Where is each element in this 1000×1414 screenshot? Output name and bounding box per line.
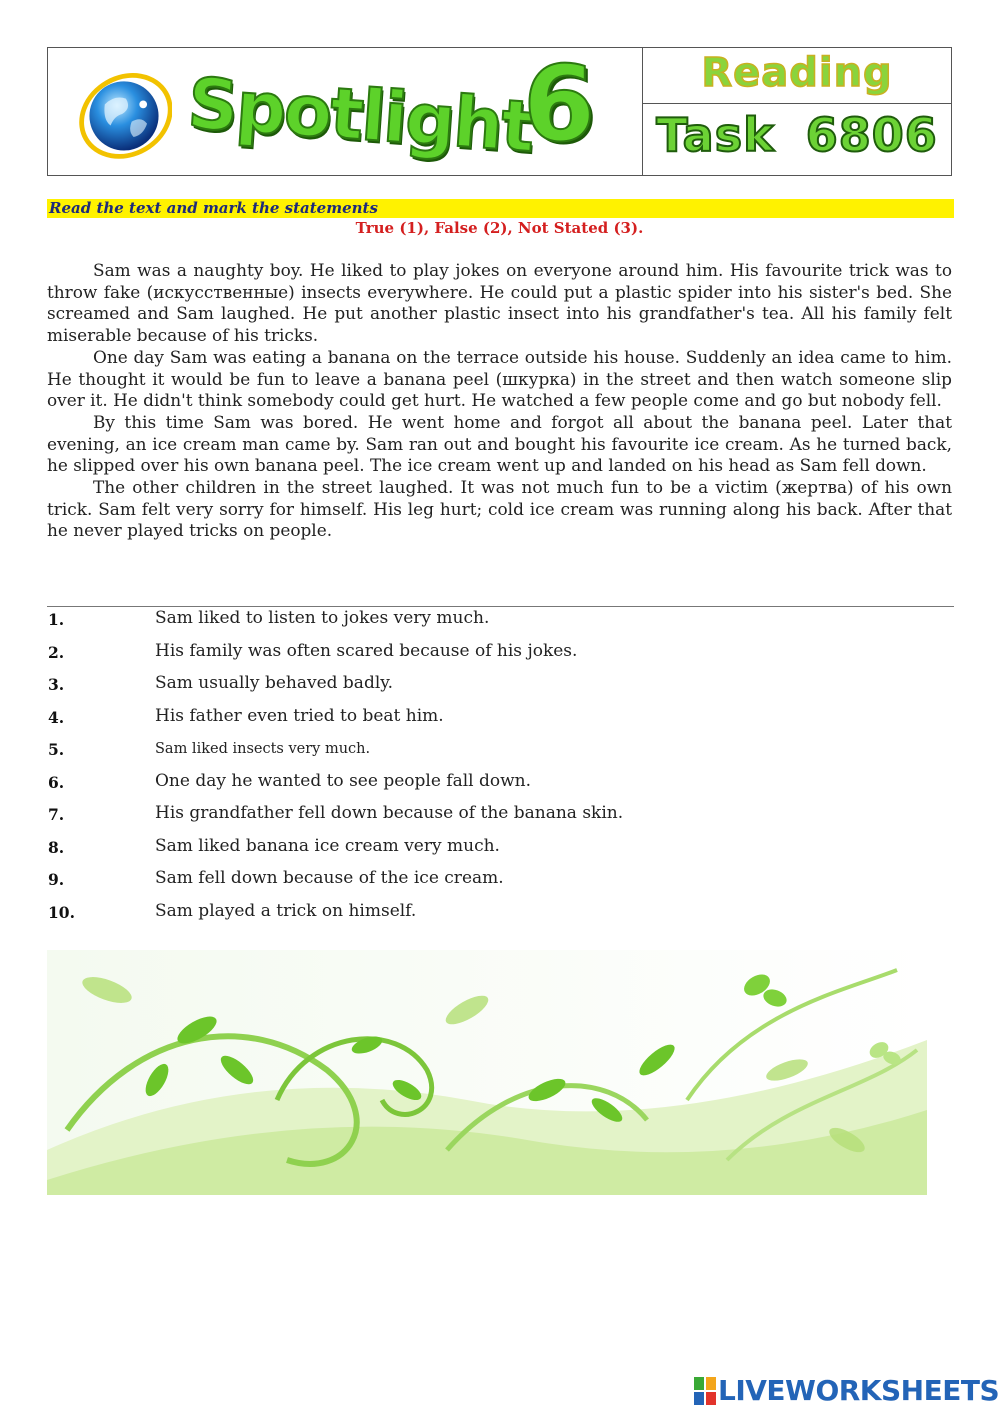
globe-icon (76, 66, 172, 162)
liveworksheets-icon (694, 1377, 716, 1405)
statement-text: One day he wanted to see people fall down. (155, 770, 532, 791)
statement-row (47, 899, 952, 932)
statement-text: Sam played a trick on himself. (155, 900, 417, 921)
statement-row (47, 671, 952, 704)
statement-number: 6. (48, 772, 65, 792)
statement-text: Sam usually behaved badly. (155, 673, 394, 693)
statement-number: 5. (48, 740, 65, 759)
section-title: Reading (701, 50, 893, 96)
statement-number: 10. (48, 902, 75, 922)
worksheet-header (47, 43, 952, 176)
task-cell (643, 104, 951, 175)
liveworksheets-logo (694, 1374, 1000, 1408)
statement-row (47, 606, 952, 639)
statement-text: His father even tried to beat him. (155, 705, 444, 726)
statement-text: Sam liked to listen to jokes very much. (155, 608, 490, 628)
paragraph: The other children in the street laughed. It was not much fun to be a victim (жертва) of his own trick. Sam felt very sorry for himself. His leg hurt; cold ice cream was running along his back. After that he never played tricks on people. (47, 477, 952, 541)
brand-name: LIVEWORKSHEETS (718, 1374, 1000, 1407)
reading-passage (47, 260, 952, 542)
task-number: Task 6806 (656, 108, 938, 162)
statement-number: 4. (48, 707, 65, 727)
statement-text: Sam fell down because of the ice cream. (155, 868, 504, 888)
paragraph: One day Sam was eating a banana on the terrace outside his house. Suddenly an idea came to him. He thought it would be fun to leave a banana peel (шкурка) in the street and then watch someone slip over it. He didn't think somebody could get hurt. He watched a few people come and go but nobody fell. (47, 346, 952, 411)
statement-row (47, 769, 952, 802)
statement-number: 3. (48, 675, 65, 694)
statement-row (47, 736, 952, 769)
statement-row (47, 801, 952, 834)
answer-options: True (1), False (2), Not Stated (3). (355, 219, 644, 237)
statement-number: 8. (48, 837, 65, 857)
statement-text: His grandfather fell down because of the banana skin. (155, 803, 624, 823)
logo-word: Spotlight (185, 62, 536, 168)
statement-text: Sam liked insects very much. (155, 741, 371, 757)
instruction-banner: Read the text and mark the statements (47, 199, 954, 218)
floral-decoration (47, 950, 927, 1195)
paragraph: By this time Sam was bored. He went home and forgot all about the banana peel. Later that evening, an ice cream man came by. Sam ran out and bought his favourite ice cream. As he turned back, he slipped over his own banana peel. The ice cream went up and landed on his head as Sam fell down. (47, 411, 952, 476)
statement-number: 9. (48, 870, 65, 889)
statement-row (47, 866, 952, 899)
statement-text: His family was often scared because of his jokes. (155, 640, 578, 661)
statement-row (47, 639, 952, 672)
statement-list (47, 606, 952, 931)
statement-number: 7. (48, 805, 65, 824)
paragraph: Sam was a naughty boy. He liked to play jokes on everyone around him. His favourite trick was to throw fake (искусственные) insects everywhere. He could put a plastic spider into his sister's bed. She screamed and Sam laughed. He put another plastic insect into his grandfather's tea. All his family felt miserable because of his tricks. (47, 260, 952, 346)
statement-text: Sam liked banana ice cream very much. (155, 835, 500, 856)
reading-cell (643, 48, 951, 104)
statement-row (47, 834, 952, 867)
logo-number: 6 (523, 43, 596, 165)
statement-row (47, 704, 952, 737)
spotlight-logo (48, 43, 643, 175)
statement-number: 2. (48, 642, 65, 662)
statement-number: 1. (48, 610, 65, 629)
